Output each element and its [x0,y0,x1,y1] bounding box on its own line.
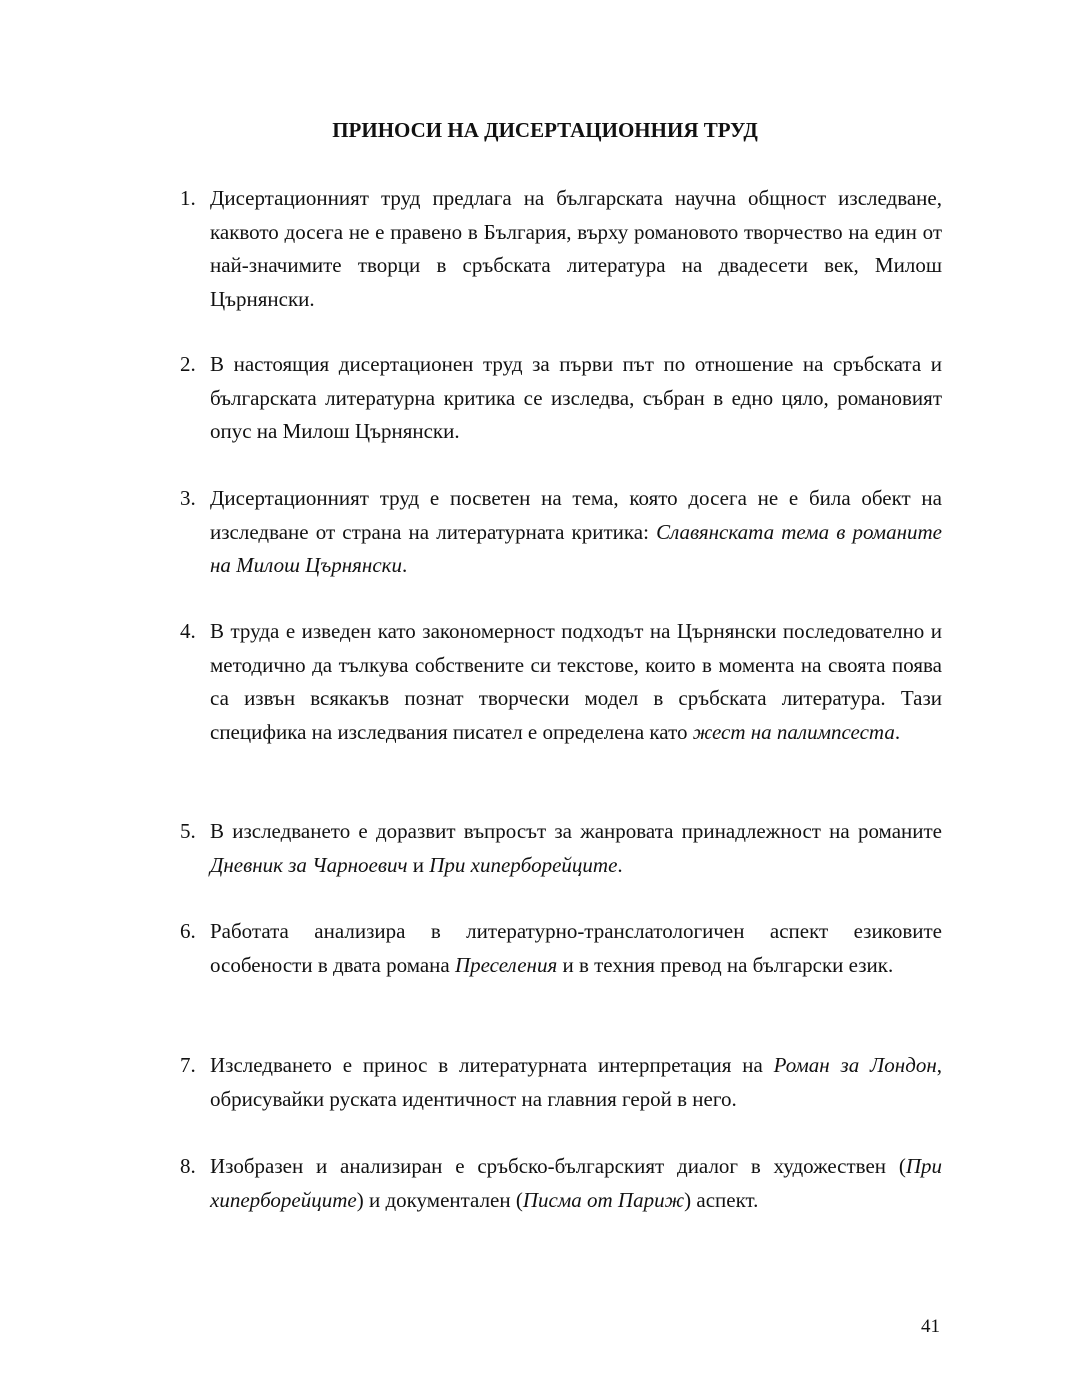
text-run: . [401,553,408,577]
page-number: 41 [921,1316,940,1337]
list-item [180,1150,942,1217]
list-item [180,1049,942,1116]
italic-title: Роман за Лондон [773,1053,937,1077]
text-run: В настоящия дисертационен труд за първи път по отношение на сръбската и българската литературна критика се изследва, събран в едно цяло, романовият опус на Милош Църнянски. [210,352,942,443]
item-text [210,915,942,982]
text-run: Работата анализира в литературно-транслатологичен аспект езиковите особености в двата романа [210,919,942,977]
item-text [210,182,942,316]
item-number: 5. [180,819,196,843]
italic-title: Дневник за Чарноевич [210,852,408,877]
item-text [210,1049,942,1116]
text-run: ) аспект. [684,1187,759,1212]
text-run: Дисертационният труд предлага на българската научна общност изследване, каквото досега не е правено в България, върху романовото творчество на един от най-значимите творци в сръбската литература на двадесети век, Милош Църнянски. [210,186,942,311]
item-text [210,1150,942,1217]
item-text [210,815,942,882]
list-item [180,615,942,749]
text-run: , обрисувайки руската идентичност на главния герой в него. [210,1053,942,1111]
list-item [180,348,942,449]
italic-title: Писма от Париж [522,1187,685,1212]
text-run: . [617,852,623,877]
text-run: Изобразен и анализиран е сръбско-българският диалог в художествен ( [210,1154,906,1178]
item-number: 2. [180,352,196,376]
item-number: 7. [180,1053,196,1077]
item-text [210,348,942,449]
item-number: 3. [180,486,196,510]
text-run: . [894,719,901,744]
item-number: 6. [180,919,196,943]
italic-title: Славянската тема в романите на Милош Църнянски [210,519,942,577]
text-run: и в техния превод на български език. [557,952,894,977]
item-number: 8. [180,1154,196,1178]
italic-title: При хиперборейците [429,852,618,877]
italic-title: При хиперборейците [210,1154,942,1212]
text-run: ) и документален ( [356,1187,523,1212]
italic-title: Преселения [454,952,558,977]
text-run: В труда е изведен като закономерност подходът на Църнянски последователно и методично да тълкува собствените си текстове, които в момента на своята поява са извън всякакъв познат творчески модел в сръбската литература. Тази специфика на изследвания писател е определена като [210,619,942,744]
list-item [180,482,942,583]
text-run: и [407,852,430,877]
item-text [210,482,942,583]
page-title: ПРИНОСИ НА ДИСЕРТАЦИОННИЯ ТРУД [332,118,758,142]
list-item [180,182,942,316]
item-number: 1. [180,186,196,210]
text-run: Дисертационният труд е посветен на тема, която досега не е била обект на изследване от страна на литературната критика: [210,486,942,544]
text-run: Изследването е принос в литературната интерпретация на [210,1053,774,1077]
item-number: 4. [180,619,196,643]
list-item [180,915,942,982]
item-text [210,615,942,749]
italic-title: жест на палимпсеста [692,719,895,744]
text-run: В изследването е доразвит въпросът за жанровата принадлежност на романите [210,819,942,843]
list-item [180,815,942,882]
